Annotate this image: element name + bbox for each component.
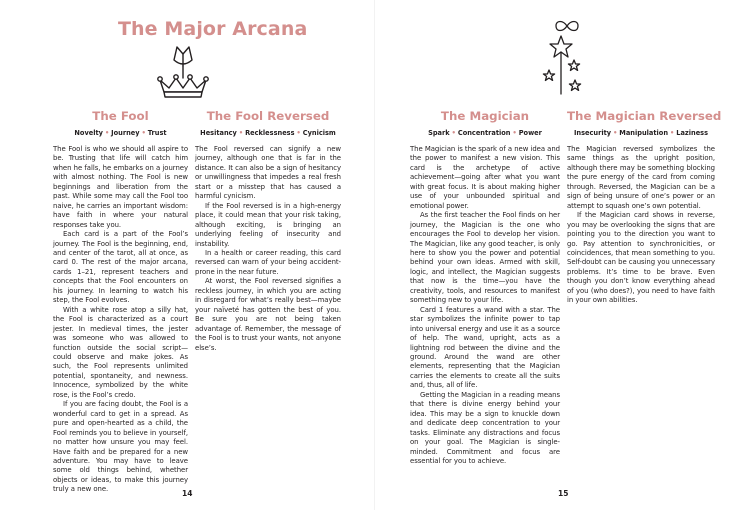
- paragraph: As the first teacher the Fool finds on her journey, the Magician is the one who encourages the Fool to develop her vision. The Magician, like any good teacher, is only here to show you the power and potential behind your own ideas. Armed with skill, logic, and intellect, the Magician suggests that now is the time—you have the creativity, tools, and resources to manifest something new to your life.: [410, 211, 560, 305]
- fool-reversed-title: The Fool Reversed: [206, 109, 330, 123]
- paragraph: The Magician is the spark of a new idea and the power to manifest a new vision. This card is the archetype of active achievement—going after what you want with great focus. It is about making higher use of your unbounded spiritual and emotional power.: [410, 145, 560, 210]
- bullet-icon: •: [296, 129, 301, 137]
- bullet-icon: •: [613, 129, 618, 137]
- tulip-crown-icon: [154, 44, 212, 100]
- keyword: Spark: [428, 129, 450, 137]
- paragraph: In a health or career reading, this card reversed can warn of your being accident-prone in the near future.: [195, 248, 341, 276]
- bullet-icon: •: [141, 129, 146, 137]
- bullet-icon: •: [104, 129, 110, 137]
- keyword: Hesitancy: [200, 129, 237, 137]
- paragraph: If the Fool reversed is in a high-energy place, it could mean that your risk taking, although exciting, is bringing an underlying feeling of insecurity and instability.: [195, 201, 341, 248]
- fool-body: [53, 145, 188, 495]
- paragraph: If you are facing doubt, the Fool is a wonderful card to get in a spread. As pure and open-hearted as a child, the Fool reminds you to believe in yourself, no matter how unsure you may feel. Have faith and be prepared for a new adventure. You may have to leave some old things behind, whether objects or ideas, to make this journey truly a new one.: [53, 400, 188, 494]
- paragraph: Card 1 features a wand with a star. The star symbolizes the infinite power to tap into universal energy and use it as a source of help. The wand, upright, acts as a lightning rod between the divine and the ground. Around the wand are other elements, representing that the Magician carries the elements to create all the suits and, thus, all of life.: [410, 305, 560, 390]
- paragraph: The Fool reversed can signify a new journey, although one that is far in the distance. It can also be a sign of hesitancy or unwillingness that impedes a real fresh start or a misstep that has caused a harmful cynicism.: [195, 145, 341, 201]
- fool-keywords: [53, 129, 188, 137]
- keyword: Cynicism: [302, 129, 336, 137]
- magician-title: The Magician: [440, 109, 530, 123]
- paragraph: Each card is a part of the Fool’s journey. The Fool is the beginning, end, and center of the tarot, all at once, as card 0. The rest of the major arcana, cards 1–21, represent teachers and concepts that the Fool encounters on his journey. In learning to watch his step, the Fool evolves.: [53, 230, 188, 305]
- paragraph: At worst, the Fool reversed signifies a reckless journey, in which you are acting in disregard for what’s really best—maybe your naïveté has gotten the best of you. Be sure you are not being taken advantage of. Remember, the message of the Fool is to trust your wants, not anyone else’s.: [195, 277, 341, 352]
- magician-reversed-body: [567, 145, 715, 306]
- keyword: Manipulation: [619, 129, 669, 137]
- keyword: Laziness: [676, 129, 709, 137]
- keyword: Power: [518, 129, 542, 137]
- bullet-icon: •: [451, 129, 456, 137]
- keyword: Concentration: [457, 129, 511, 137]
- infinity-wand-stars-icon: [541, 16, 591, 96]
- magician-reversed-section: [567, 108, 722, 306]
- paragraph: Getting the Magician in a reading means that there is divine energy behind your idea. This may be a sign to knuckle down and dedicate deep concentration to your tasks. Eliminate any distractions and focus on your goal. The Magician is single-minded. Commitment and focus are essential for you to achieve.: [410, 390, 560, 465]
- paragraph: The Magician reversed symbolizes the same things as the upright position, although there may be something blocking the pure energy of the card from coming through. Reversed, the Magician can be a sign of being unsure of one’s power or an attempt to squash one’s own potential.: [567, 145, 715, 210]
- magician-section: [410, 108, 560, 466]
- bullet-icon: •: [670, 129, 675, 137]
- keyword: Recklessness: [245, 129, 295, 137]
- fool-section: [53, 108, 188, 495]
- right-page: [375, 0, 750, 510]
- fool-reversed-keywords: [195, 129, 341, 137]
- keyword: Trust: [147, 129, 167, 137]
- page-number: 14: [182, 489, 193, 498]
- bullet-icon: •: [512, 129, 517, 137]
- magician-reversed-keywords: [567, 129, 715, 137]
- page-number: 15: [558, 489, 569, 498]
- bullet-icon: •: [238, 129, 244, 137]
- chapter-title: The Major Arcana: [118, 18, 308, 40]
- paragraph: With a white rose atop a silly hat, the Fool is characterized as a court jester. In medieval times, the jester was someone who was allowed to function outside the social script—could observe and make jokes. As such, the Fool represents unlimited potential, spontaneity, and newness. Innocence, symbolized by the white rose, is the Fool’s credo.: [53, 305, 188, 399]
- magician-body: [410, 145, 560, 466]
- keyword: Journey: [111, 129, 140, 137]
- magician-reversed-title: The Magician Reversed: [567, 109, 722, 123]
- keyword: Insecurity: [573, 129, 612, 137]
- fool-reversed-section: [195, 108, 341, 353]
- magician-keywords: [410, 129, 560, 137]
- fool-reversed-body: [195, 145, 341, 353]
- fool-title: The Fool: [92, 109, 149, 123]
- paragraph: The Fool is who we should all aspire to be. Trusting that life will catch him when he falls, he embarks on a journey with almost nothing. The Fool is new beginnings and liberation from the past. While some may call the Fool too naive, he carries an important wisdom: have faith in where your natural responses take you.: [53, 145, 188, 229]
- keyword: Novelty: [74, 129, 103, 137]
- paragraph: If the Magician card shows in reverse, you may be overlooking the signs that are pointing you to the direction you want to go. Pay attention to synchronicities, or coincidences, that mean something to you. Self-doubt can be causing you unnecessary problems. It’s time to be brave. Even though you don’t know everything ahead of you (who does?), you need to have faith in your own abilities.: [567, 211, 715, 305]
